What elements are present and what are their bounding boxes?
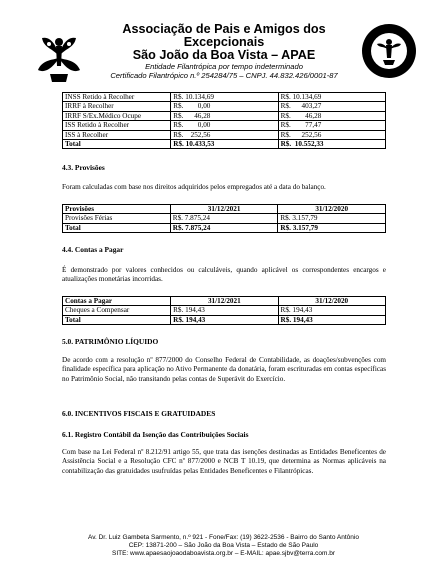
header-cell: 31/12/2021 [170, 205, 278, 214]
letterhead-text [84, 23, 364, 80]
table-cell: R$. 3.157,79 [278, 223, 386, 232]
table-cell: R$. 7.875,24 [170, 223, 278, 232]
table-row [63, 214, 386, 223]
payables-table-block [62, 296, 386, 325]
table-cell: IRRF à Recolher [63, 102, 171, 111]
table-cell: R$. 0,00 [171, 121, 278, 130]
header-cell: 31/12/2020 [278, 205, 386, 214]
table-cell: R$. 10.433,53 [171, 140, 278, 149]
table-cell: R$. 10.134,69 [278, 93, 385, 102]
table-row [63, 306, 386, 315]
table-header-row [63, 297, 386, 306]
table-cell: R$. 77,47 [278, 121, 385, 130]
table-cell: R$. 252,56 [278, 130, 385, 139]
letterhead [0, 0, 447, 84]
table-cell: R$. 194,43 [171, 315, 278, 324]
section-6-1-text: Com base na Lei Federal nº 8.212/91 artigo 55, que trata das isenções destinadas as Entidades Beneficentes de Assistência Social e a Resolução CFC nº 877/2000 e NCB T 10.19, que determina as Normas aplicáveis na contabilização das gratuidades usufruídas pelas Entidades Beneficentes e Filantrópicas. [62, 448, 386, 475]
table-cell: R$. 10.552,33 [278, 140, 385, 149]
table-header-row [63, 205, 386, 214]
rede-apae-seal-icon [360, 22, 418, 80]
header-cell: 31/12/2020 [278, 297, 385, 306]
section-5-0-text: De acordo com a resolução nº 877/2000 do Conselho Federal de Contabilidade, as doações/subvenções com finalidade específica para aplicação no Ativo Permanente da donatária, foram escrituradas em contas específicas no Patrimônio Social, não transitando pelas contas de Superávit do Exercício. [62, 356, 386, 383]
header-cell: Provisões [63, 205, 171, 214]
footer-address: Av. Dr. Luiz Gambeta Sarmento, n.º 921 - Fone/Fax: (19) 3622-2536 - Bairro do Santo Antônio [88, 534, 359, 541]
table-cell: Total [63, 140, 171, 149]
organization-name: Associação de Pais e Amigos dos Excepcionais [122, 22, 326, 49]
section-5-0 [62, 337, 386, 346]
section-4-3 [62, 163, 386, 172]
table-cell: Provisões Férias [63, 214, 171, 223]
footer-contact: SITE: www.apaesaojoaodaboavista.org.br – E-MAIL: apae.sjbv@terra.com.br [111, 550, 335, 558]
table-row [63, 121, 386, 130]
payables-table [62, 296, 386, 325]
organization-status: Entidade Filantrópica por tempo indeterminado [145, 62, 303, 71]
table-row [63, 140, 386, 149]
table-row [63, 130, 386, 139]
table-cell: IRRF S/Ex.Médico Ocupe [63, 111, 171, 120]
table-cell: ISS Retido à Recolher [63, 121, 171, 130]
table-cell: R$. 46,28 [171, 111, 278, 120]
table-row [63, 102, 386, 111]
section-title: 6.1. Registro Contábil da Isenção das Contribuições Sociais [62, 430, 249, 439]
table-row [63, 223, 386, 232]
table-cell: R$. 403,27 [278, 102, 385, 111]
table-cell: R$. 46,28 [278, 111, 385, 120]
section-6-0 [62, 409, 386, 418]
section-title: 6.0. INCENTIVOS FISCAIS E GRATUIDADES [62, 409, 216, 418]
header-cell: 31/12/2021 [171, 297, 278, 306]
section-4-4 [62, 245, 386, 254]
header-cell: Contas a Pagar [63, 297, 171, 306]
table-row [63, 93, 386, 102]
page-footer [0, 534, 447, 559]
section-4-4-text: É demonstrado por valores conhecidos ou calculáveis, quando aplicável os correspondentes encargos e atualizações monetárias incorridas. [62, 266, 386, 284]
section-title: 4.3. Provisões [62, 163, 105, 172]
table-cell: ISS à Recolher [63, 130, 171, 139]
organization-certificate: Certificado Filantrópico n.º 254284/75 – CNPJ. 44.832.426/0001-87 [110, 71, 338, 80]
table-cell: INSS Retido à Recolher [63, 93, 171, 102]
table-cell: Cheques a Compensar [63, 306, 171, 315]
table-row [63, 315, 386, 324]
table-row [63, 111, 386, 120]
table-cell: R$. 10.134,69 [171, 93, 278, 102]
table-cell: R$. 252,56 [171, 130, 278, 139]
table-cell: R$. 0,00 [171, 102, 278, 111]
taxes-table-block [62, 92, 386, 149]
apae-flower-logo-icon [32, 30, 86, 84]
section-6-1 [62, 430, 386, 439]
footer-cep: CEP: 13871-200 – São João da Boa Vista – Estado de São Paulo [128, 542, 319, 550]
section-4-3-text: Foram calculadas com base nos direitos adquiridos pelos empregados até a data do balanço. [62, 183, 326, 191]
table-cell: R$. 194,43 [278, 306, 385, 315]
taxes-table [62, 92, 386, 149]
section-title: 5.0. PATRIMÔNIO LÍQUIDO [62, 337, 159, 346]
table-cell: Total [63, 315, 171, 324]
table-cell: R$. 194,43 [171, 306, 278, 315]
section-title: 4.4. Contas a Pagar [62, 245, 124, 254]
provisions-table-block [62, 204, 386, 233]
organization-city: São João da Boa Vista – APAE [132, 48, 316, 62]
table-cell: Total [63, 223, 171, 232]
table-cell: R$. 194,43 [278, 315, 385, 324]
provisions-table [62, 204, 386, 233]
table-cell: R$. 7.875,24 [170, 214, 278, 223]
table-cell: R$. 3.157,79 [278, 214, 386, 223]
